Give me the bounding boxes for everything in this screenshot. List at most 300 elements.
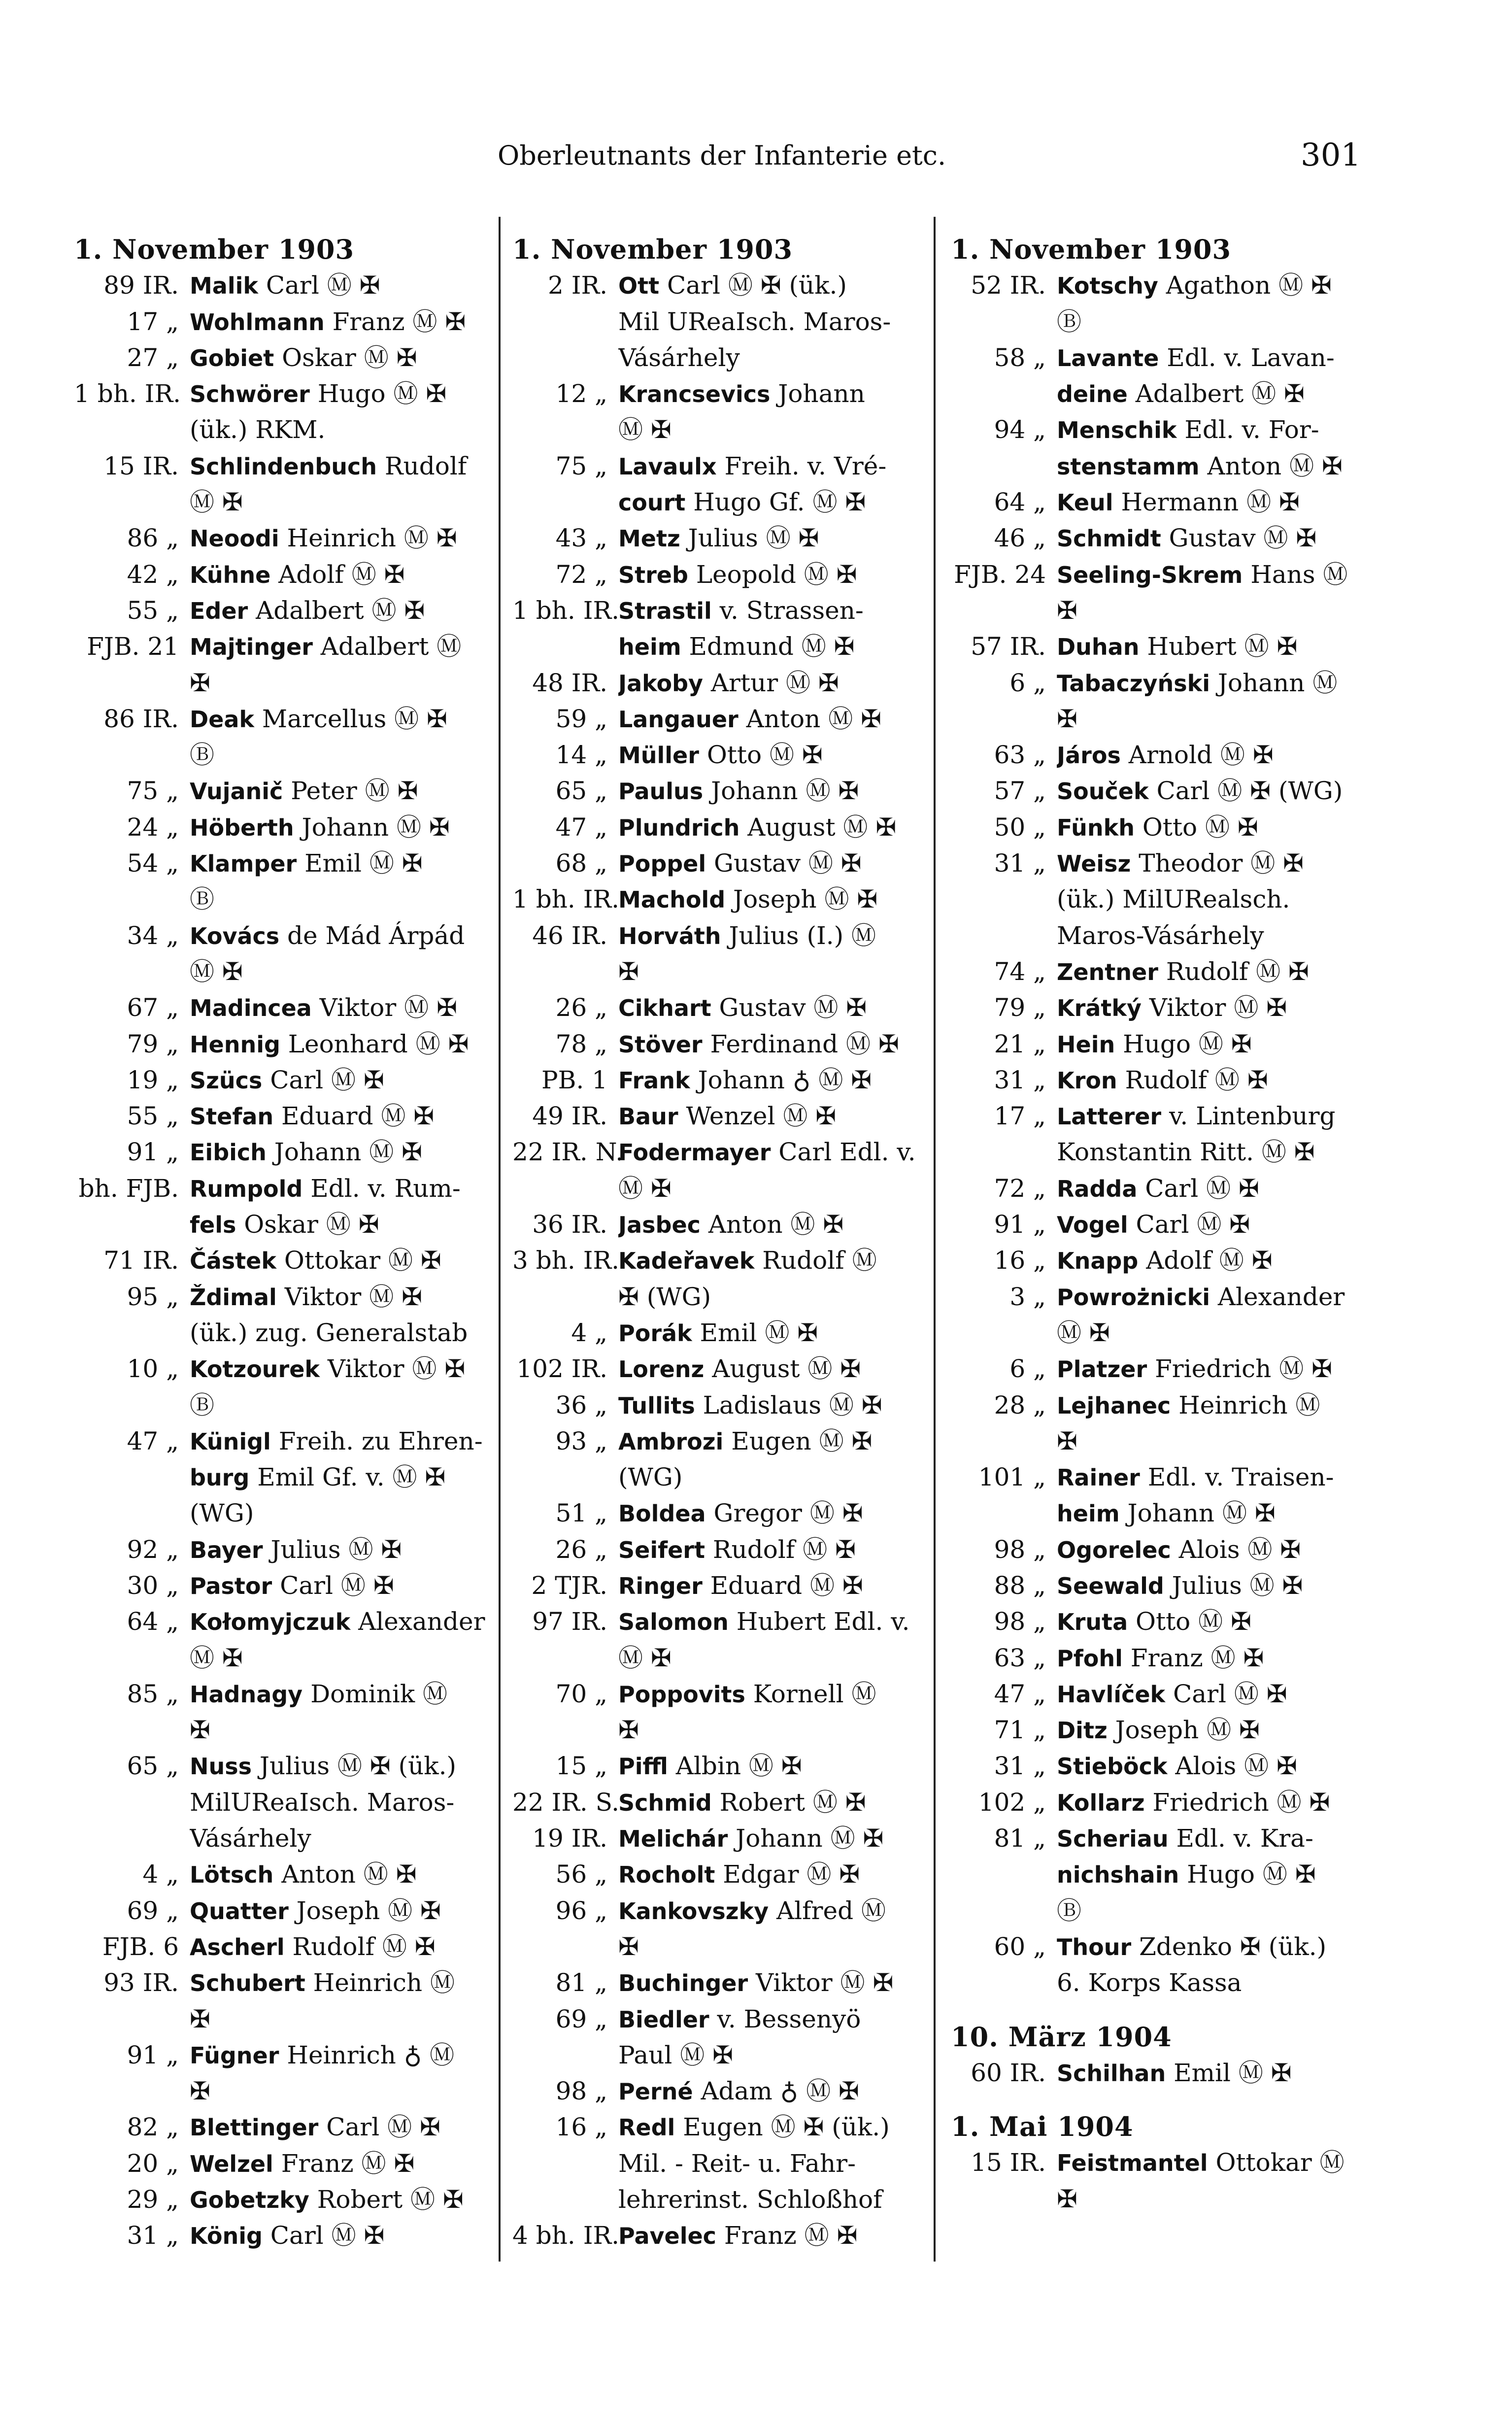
surname: Menschik	[1057, 417, 1177, 444]
unit-number: 98 „	[555, 2077, 607, 2106]
unit-number: 58 „	[994, 343, 1046, 372]
unit-number	[74, 1207, 190, 1243]
unit-number: 91 „	[127, 1138, 179, 1167]
entry-details: Heinrich Ⓜ	[1171, 1390, 1320, 1419]
entry-text	[190, 1098, 498, 1134]
surname: Krátký	[1057, 995, 1142, 1022]
entry-line	[512, 1821, 931, 1857]
entry-details: August Ⓜ ✠	[739, 812, 897, 842]
entry-details: v. Lintenburg	[1161, 1102, 1336, 1131]
surname: Vogel	[1057, 1212, 1128, 1239]
unit-number: 79 „	[994, 993, 1046, 1022]
unit-number	[74, 412, 190, 448]
entry-line	[512, 1315, 931, 1351]
entry-text	[190, 2073, 498, 2109]
surname: Vujanič	[190, 778, 283, 805]
entry-line	[74, 1026, 498, 1062]
entry-line	[512, 629, 931, 665]
entry-text	[1057, 1495, 1379, 1531]
section-gap	[951, 2091, 1379, 2109]
entry-line	[74, 1676, 498, 1712]
surname: Ringer	[618, 1572, 703, 1599]
entry-text	[618, 1748, 931, 1784]
entry-line	[951, 1459, 1379, 1495]
surname: Rocholt	[618, 1861, 715, 1889]
surname: Knapp	[1057, 1248, 1139, 1275]
entry-text	[1057, 1062, 1379, 1098]
unit-number	[74, 1459, 190, 1495]
entry-line	[951, 304, 1379, 340]
unit-number: 95 „	[127, 1282, 179, 1311]
entry-text	[618, 1568, 931, 1604]
unit-number: 71 IR.	[103, 1246, 179, 1275]
entry-line	[74, 1532, 498, 1568]
surname: Langauer	[618, 706, 739, 733]
entry-line	[74, 1243, 498, 1279]
unit-number: 101 „	[978, 1463, 1046, 1492]
surname: court	[618, 489, 686, 516]
entry-text	[1057, 304, 1379, 340]
entry-line	[512, 1351, 931, 1387]
entry-text	[1057, 954, 1379, 990]
unit-number: 31 „	[994, 849, 1046, 878]
entry-text	[190, 1495, 498, 1531]
entry-text	[1057, 412, 1379, 448]
entry-line	[74, 520, 498, 556]
entry-details: Theodor Ⓜ ✠	[1131, 849, 1304, 878]
entry-line	[512, 2146, 931, 2182]
entry-text	[190, 954, 498, 990]
entry-details: Alexander	[350, 1607, 485, 1636]
entry-line	[512, 2001, 931, 2037]
unit-number	[512, 1459, 618, 1495]
entry-details: Viktor Ⓜ ✠	[748, 1968, 894, 1997]
surname: Gobetzky	[190, 2187, 309, 2214]
entry-text	[1057, 1893, 1379, 1929]
entry-line	[951, 1387, 1379, 1423]
surname: Kankovszky	[618, 1897, 769, 1925]
entry-text	[618, 1676, 931, 1712]
unit-number	[951, 1315, 1057, 1351]
unit-number	[951, 1134, 1057, 1170]
entry-text	[1057, 1748, 1379, 1784]
entry-line	[951, 1171, 1379, 1207]
entry-text	[1057, 1171, 1379, 1207]
entry-line	[74, 845, 498, 881]
surname: Jakoby	[618, 670, 704, 697]
entry-details: lehrerinst. Schloßhof	[618, 2185, 882, 2214]
unit-number: 56 „	[555, 1860, 607, 1889]
unit-number: 91 „	[127, 2040, 179, 2069]
surname: Müller	[618, 742, 699, 769]
unit-number: 98 „	[994, 1607, 1046, 1636]
entry-line	[512, 557, 931, 593]
entry-line	[512, 448, 931, 484]
entry-details: Heinrich ♁ Ⓜ	[279, 2040, 455, 2069]
surname: Powrożnicki	[1057, 1284, 1210, 1311]
entry-text	[190, 557, 498, 593]
section-heading: 1. November 1903	[74, 234, 355, 265]
entry-line	[74, 1857, 498, 1892]
entry-details: Vásárhely	[618, 343, 740, 372]
entry-text	[190, 1929, 498, 1965]
unit-number: 43 „	[555, 524, 607, 553]
entry-line	[74, 665, 498, 701]
entry-line	[951, 1857, 1379, 1892]
entry-details: ✠	[1057, 1426, 1077, 1455]
entry-details: Edl. v. Traisen-	[1140, 1463, 1334, 1492]
entry-line	[74, 1495, 498, 1531]
entry-details: ✠	[618, 1716, 639, 1745]
surname: Schubert	[190, 1970, 305, 1997]
surname: Hennig	[190, 1031, 280, 1058]
entry-details: Hugo Gf. Ⓜ ✠	[685, 488, 866, 517]
surname: Fodermayer	[618, 1139, 771, 1166]
entry-line	[74, 990, 498, 1026]
surname: Havlíček	[1057, 1681, 1166, 1708]
entry-text	[190, 340, 498, 376]
entry-text	[190, 2182, 498, 2218]
unit-number: 57 IR.	[971, 632, 1046, 661]
unit-number: 98 „	[994, 1535, 1046, 1564]
entry-text	[190, 1423, 498, 1459]
entry-details: Emil Ⓜ ✠	[297, 849, 423, 878]
entry-text	[618, 1423, 931, 1459]
entry-details: ✠	[190, 1716, 210, 1745]
surname: Rumpold	[190, 1175, 303, 1202]
entry-line	[512, 593, 931, 629]
unit-number: 3 „	[1009, 1282, 1046, 1311]
surname: Schilhan	[1057, 2060, 1166, 2087]
unit-number	[951, 1857, 1057, 1892]
entry-line	[951, 1062, 1379, 1098]
surname: Lavante	[1057, 344, 1159, 372]
surname: Kadeřavek	[618, 1248, 755, 1275]
surname: Ditz	[1057, 1717, 1108, 1744]
entry-line	[74, 918, 498, 954]
surname: heim	[618, 634, 681, 661]
surname: Höberth	[190, 814, 294, 841]
entry-details: Carl Ⓜ ✠ (WG)	[1148, 777, 1343, 806]
entry-details: Anton Ⓜ ✠	[273, 1860, 417, 1889]
entry-text	[1057, 1315, 1379, 1351]
entry-details: ✠	[190, 668, 210, 697]
surname: Kovács	[190, 922, 280, 949]
entry-text	[1057, 1459, 1379, 1495]
entry-line	[512, 1532, 931, 1568]
entry-text	[190, 412, 498, 448]
surname: Strastil	[618, 597, 712, 624]
entry-text	[1057, 665, 1379, 701]
unit-number: 71 „	[994, 1716, 1046, 1745]
unit-number: 81 „	[994, 1824, 1046, 1853]
unit-number	[512, 1929, 618, 1965]
entry-line	[74, 484, 498, 520]
entry-text	[190, 737, 498, 773]
entry-text	[618, 1351, 931, 1387]
surname: Kron	[1057, 1067, 1117, 1094]
entry-line	[74, 1387, 498, 1423]
entry-details: August Ⓜ ✠	[704, 1354, 861, 1384]
unit-number: 96 „	[555, 1896, 607, 1925]
entry-line	[951, 1026, 1379, 1062]
entry-line	[512, 1279, 931, 1315]
entry-text	[190, 1134, 498, 1170]
entry-line	[512, 1712, 931, 1748]
surname: nichshain	[1057, 1861, 1179, 1889]
entry-text	[618, 1965, 931, 2001]
unit-number: 85 „	[127, 1679, 179, 1708]
unit-number: FJB. 6	[102, 1932, 179, 1961]
surname: Ascherl	[190, 1933, 285, 1960]
entry-text	[190, 2001, 498, 2037]
section-heading: 1. November 1903	[951, 234, 1232, 265]
entry-details: ✠	[618, 957, 639, 986]
entry-line	[951, 412, 1379, 448]
surname: Neoodi	[190, 525, 279, 552]
entry-text	[618, 1134, 931, 1170]
unit-number: 49 IR.	[532, 1102, 607, 1131]
surname: Poppovits	[618, 1681, 745, 1708]
entry-line	[951, 1785, 1379, 1821]
unit-number: 1 bh. IR.	[74, 379, 181, 408]
entry-text	[190, 2109, 498, 2145]
entry-line	[951, 701, 1379, 737]
entry-text	[618, 448, 931, 484]
entry-line	[512, 845, 931, 881]
unit-number	[74, 484, 190, 520]
entry-line	[74, 1568, 498, 1604]
entry-line	[512, 412, 931, 448]
entry-line	[74, 1604, 498, 1640]
entry-details: Gustav Ⓜ ✠	[706, 849, 862, 878]
entry-details: Vásárhely	[190, 1824, 311, 1853]
entry-line	[74, 2109, 498, 2145]
unit-number: 46 IR.	[532, 921, 607, 950]
entry-details: Ottokar Ⓜ	[1208, 2148, 1344, 2177]
unit-number	[512, 1171, 618, 1207]
surname: Jasbec	[618, 1212, 701, 1239]
entry-line	[951, 810, 1379, 845]
entry-text	[1057, 629, 1379, 665]
unit-number: 81 „	[555, 1968, 607, 1997]
entry-details: Viktor Ⓜ ✠	[1141, 993, 1287, 1022]
entry-text	[618, 1243, 931, 1279]
entry-details: Rudolf Ⓜ ✠	[1158, 957, 1309, 986]
entry-line	[74, 448, 498, 484]
entry-details: Carl Ⓜ ✠	[258, 271, 380, 300]
entry-text	[1057, 340, 1379, 376]
surname: Járos	[1057, 742, 1121, 769]
entry-details: Emil Ⓜ ✠	[1166, 2058, 1292, 2087]
entry-text	[1057, 1965, 1379, 2001]
entry-details: Julius (I.) Ⓜ	[721, 921, 876, 950]
unit-number	[74, 2073, 190, 2109]
unit-number: 70 „	[555, 1679, 607, 1708]
entry-details: Freih. v. Vré-	[716, 451, 887, 480]
surname: Fünkh	[1057, 814, 1135, 841]
unit-number	[74, 665, 190, 701]
unit-number: 50 „	[994, 812, 1046, 842]
section-heading: 1. Mai 1904	[951, 2111, 1134, 2143]
surname: Thour	[1057, 1933, 1132, 1960]
surname: Porák	[618, 1319, 692, 1347]
entry-line	[74, 2182, 498, 2218]
entry-text	[618, 557, 931, 593]
entry-line	[951, 737, 1379, 773]
surname: Stefan	[190, 1103, 274, 1130]
entry-details: (ük.) zug. Generalstab	[190, 1318, 468, 1347]
entry-details: Marcellus Ⓜ ✠	[254, 704, 447, 733]
entry-line	[951, 1821, 1379, 1857]
unit-number: 15 IR.	[103, 451, 179, 480]
unit-number	[74, 1640, 190, 1676]
unit-number: 2 IR.	[548, 271, 607, 300]
entry-details: Carl Ⓜ ✠	[318, 2113, 440, 2142]
entry-details: Paul Ⓜ ✠	[618, 2040, 734, 2069]
entry-details: Carl Ⓜ ✠	[1128, 1210, 1250, 1239]
entry-text	[1057, 1423, 1379, 1459]
entry-line	[512, 1893, 931, 1929]
entry-details: Emil Ⓜ ✠	[692, 1318, 818, 1347]
unit-number	[74, 1712, 190, 1748]
entry-text	[1057, 918, 1379, 954]
unit-number	[74, 954, 190, 990]
entry-line	[512, 1568, 931, 1604]
entry-line	[512, 1857, 931, 1892]
unit-number: PB. 1	[541, 1065, 607, 1094]
unit-number	[951, 1495, 1057, 1531]
entry-details: Adalbert Ⓜ	[312, 632, 462, 661]
surname: Lötsch	[190, 1861, 274, 1889]
entry-text	[618, 1026, 931, 1062]
surname: Frank	[618, 1067, 690, 1094]
entry-details: Julius Ⓜ ✠ (ük.)	[252, 1752, 456, 1781]
entry-line	[512, 1495, 931, 1531]
unit-number: 21 „	[994, 1029, 1046, 1058]
entry-text	[190, 2146, 498, 2182]
unit-number: 88 „	[994, 1571, 1046, 1600]
unit-number: 72 „	[994, 1174, 1046, 1203]
entry-line	[951, 1965, 1379, 2001]
unit-number	[512, 484, 618, 520]
section-gap	[951, 2001, 1379, 2019]
unit-number	[512, 340, 618, 376]
surname: Bayer	[190, 1536, 263, 1563]
unit-number: 15 IR.	[971, 2148, 1046, 2177]
entry-details: Otto Ⓜ ✠	[1128, 1607, 1251, 1636]
entry-text	[190, 665, 498, 701]
entry-line	[74, 304, 498, 340]
entry-details: Alexander	[1210, 1282, 1345, 1311]
entry-line	[512, 2037, 931, 2073]
entry-text	[190, 845, 498, 881]
entry-line	[512, 1098, 931, 1134]
surname: Biedler	[618, 2006, 709, 2033]
entry-text	[618, 1857, 931, 1892]
entry-text	[190, 1351, 498, 1387]
section-heading: 1. November 1903	[512, 234, 793, 265]
unit-number	[951, 1893, 1057, 1929]
entry-text	[1057, 484, 1379, 520]
entry-details: v. Strassen-	[711, 596, 864, 625]
entry-details: 6. Korps Kassa	[1057, 1968, 1242, 1997]
entry-text	[190, 2218, 498, 2254]
entry-text	[1057, 1785, 1379, 1821]
entry-line	[512, 2218, 931, 2254]
surname: Seewald	[1057, 1572, 1164, 1599]
unit-number: 59 „	[555, 704, 607, 733]
entry-details: Ⓜ ✠	[618, 1174, 672, 1203]
entry-details: Heinrich Ⓜ	[305, 1968, 455, 1997]
entry-line	[951, 2055, 1379, 2091]
unit-number: 31 „	[994, 1752, 1046, 1781]
entry-details: Otto Ⓜ ✠	[1134, 812, 1258, 842]
entry-line	[74, 954, 498, 990]
entry-details: Mil. - Reit- u. Fahr-	[618, 2149, 856, 2178]
entry-text	[1057, 1243, 1379, 1279]
entry-line	[512, 1459, 931, 1495]
entry-details: Adam ♁ Ⓜ ✠	[693, 2077, 859, 2106]
entry-details: Peter Ⓜ ✠	[283, 777, 418, 806]
surname: Majtinger	[190, 634, 313, 661]
entry-details: Ⓑ	[190, 885, 214, 914]
entry-line	[512, 990, 931, 1026]
unit-number	[512, 2146, 618, 2182]
entry-line	[951, 1893, 1379, 1929]
entry-details: Wenzel Ⓜ ✠	[678, 1102, 837, 1131]
unit-number: 48 IR.	[532, 668, 607, 697]
column-2	[512, 232, 931, 2254]
entry-text	[618, 665, 931, 701]
entry-line	[74, 701, 498, 737]
entry-line	[74, 1929, 498, 1965]
entry-text	[618, 2001, 931, 2037]
unit-number: 60 IR.	[971, 2058, 1046, 2087]
unit-number: 89 IR.	[103, 271, 179, 300]
surname: Tabaczyński	[1057, 670, 1210, 697]
surname: Lejhanec	[1057, 1392, 1171, 1419]
surname: Malik	[190, 272, 258, 300]
surname: Salomon	[618, 1609, 729, 1636]
surname: Metz	[618, 525, 680, 552]
entry-text	[618, 412, 931, 448]
entry-line	[512, 1207, 931, 1243]
entry-details: Adolf Ⓜ ✠	[1138, 1246, 1273, 1275]
surname: Platzer	[1057, 1356, 1147, 1383]
entry-text	[618, 1532, 931, 1568]
unit-number: 26 „	[555, 993, 607, 1022]
unit-number: 63 „	[994, 1643, 1046, 1672]
unit-number: 51 „	[555, 1499, 607, 1528]
entry-line	[512, 1062, 931, 1098]
entry-line	[512, 520, 931, 556]
entry-line	[951, 1315, 1379, 1351]
entry-details: Kornell Ⓜ	[745, 1679, 876, 1708]
entry-line	[74, 412, 498, 448]
entry-details: Hubert Edl. v.	[728, 1607, 910, 1636]
unit-number: 15 „	[555, 1752, 607, 1781]
entry-text	[618, 773, 931, 809]
entry-details: Artur Ⓜ ✠	[703, 668, 839, 697]
entry-details: Johann Ⓜ ✠	[703, 777, 859, 806]
entry-text	[190, 1459, 498, 1495]
entry-text	[618, 1495, 931, 1531]
unit-number: 86 „	[127, 524, 179, 553]
entry-line	[74, 1171, 498, 1207]
surname: Machold	[618, 886, 726, 913]
entry-text	[618, 1785, 931, 1821]
